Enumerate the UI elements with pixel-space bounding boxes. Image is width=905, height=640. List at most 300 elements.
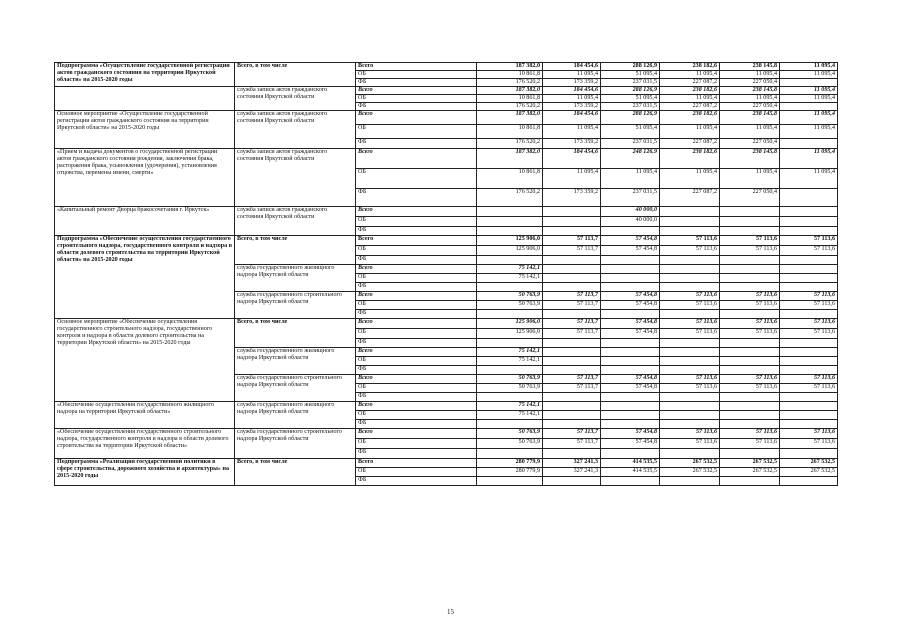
table-cell: 187 382,0 xyxy=(477,111,543,125)
table-cell xyxy=(780,283,838,292)
table-cell: 11 095,4 xyxy=(720,169,780,189)
table-cell: 187 382,0 xyxy=(477,63,543,71)
table-cell xyxy=(601,274,660,283)
table-cell: 57 113,6 xyxy=(720,246,780,256)
table-cell: 238 182,6 xyxy=(660,87,720,95)
table-cell xyxy=(780,103,838,111)
table-cell: 57 113,6 xyxy=(780,319,838,329)
table-row xyxy=(55,207,838,217)
table-cell xyxy=(660,207,720,217)
table-cell: 57 113,6 xyxy=(720,439,780,449)
table-cell: Всего, в том числе xyxy=(235,236,356,265)
table-cell: 75 142,1 xyxy=(477,265,543,274)
table-cell xyxy=(543,227,601,236)
table-cell xyxy=(477,477,543,486)
table-cell: 11 095,4 xyxy=(543,169,601,189)
table-cell: Всего xyxy=(356,292,477,301)
table-cell xyxy=(660,366,720,375)
table-cell xyxy=(477,283,543,292)
table-cell: 280 779,9 xyxy=(477,459,543,468)
table-cell xyxy=(543,339,601,348)
table-cell: «Обеспечение осуществления государственного жилищного надзора на территории Иркутской области» xyxy=(55,402,235,429)
table-cell xyxy=(660,420,720,429)
table-cell xyxy=(601,265,660,274)
table-cell: 11 095,4 xyxy=(780,149,838,169)
table-cell: Всего xyxy=(356,348,477,357)
table-cell: ФБ xyxy=(356,256,477,265)
table-cell: 57 113,6 xyxy=(660,439,720,449)
table-cell: 40 000,0 xyxy=(601,207,660,217)
table-cell: Подпрограмма «Осуществление государственной регистрации актов гражданского состояния на территории Иркутской области» на 2015-2020 годы xyxy=(55,63,235,87)
table-cell: 11 095,4 xyxy=(780,125,838,139)
table-cell: Всего, в том числе xyxy=(235,63,356,87)
table-cell xyxy=(601,411,660,420)
table-cell: ОБ xyxy=(356,329,477,339)
table-cell: 57 454,8 xyxy=(601,301,660,310)
table-cell: 184 454,6 xyxy=(543,87,601,95)
table-cell: ОБ xyxy=(356,274,477,283)
table-cell: 57 454,8 xyxy=(601,439,660,449)
table-cell: 125 906,0 xyxy=(477,329,543,339)
table-cell: 57 454,8 xyxy=(601,429,660,439)
table-cell xyxy=(477,449,543,459)
table-cell: служба государственного жилищного надзора Иркутской области xyxy=(235,402,356,429)
table-cell: 227 087,2 xyxy=(660,79,720,87)
table-cell: ОБ xyxy=(356,217,477,227)
table-cell: Всего xyxy=(356,319,477,329)
table-cell xyxy=(543,402,601,411)
table-cell: 176 520,2 xyxy=(477,139,543,149)
table-cell xyxy=(780,477,838,486)
table-cell xyxy=(780,393,838,402)
table-cell: 75 142,1 xyxy=(477,411,543,420)
table-cell: 227 050,4 xyxy=(720,189,780,207)
table-cell xyxy=(720,310,780,319)
table-cell: 288 126,9 xyxy=(601,87,660,95)
table-cell: 237 031,5 xyxy=(601,103,660,111)
table-cell xyxy=(477,393,543,402)
table-cell: 57 113,6 xyxy=(660,384,720,393)
table-cell xyxy=(660,348,720,357)
table-cell xyxy=(660,357,720,366)
table-cell: 57 113,6 xyxy=(660,246,720,256)
table-cell: 57 113,6 xyxy=(780,236,838,246)
table-cell: 288 126,9 xyxy=(601,111,660,125)
table-cell: Всего xyxy=(356,63,477,71)
table-cell: 50 763,9 xyxy=(477,439,543,449)
table-cell: 57 113,6 xyxy=(780,292,838,301)
table-cell: 173 359,2 xyxy=(543,189,601,207)
table-cell: ОБ xyxy=(356,301,477,310)
table-cell: ФБ xyxy=(356,139,477,149)
table-cell xyxy=(720,283,780,292)
table-cell: 238 145,8 xyxy=(720,149,780,169)
table-cell: 176 520,2 xyxy=(477,79,543,87)
table-cell xyxy=(543,420,601,429)
table-cell xyxy=(601,310,660,319)
table-cell: Всего xyxy=(356,149,477,169)
table-cell xyxy=(780,357,838,366)
table-cell: ФБ xyxy=(356,393,477,402)
table-cell: Всего xyxy=(356,236,477,246)
table-cell xyxy=(780,217,838,227)
table-cell: ОБ xyxy=(356,125,477,139)
table-cell: 57 454,8 xyxy=(601,329,660,339)
table-cell xyxy=(601,256,660,265)
table-cell: Всего xyxy=(356,375,477,384)
table-cell: 50 763,9 xyxy=(477,375,543,384)
table-cell xyxy=(543,393,601,402)
table-cell xyxy=(601,339,660,348)
table-cell xyxy=(720,265,780,274)
table-cell xyxy=(543,310,601,319)
table-cell: 57 113,7 xyxy=(543,375,601,384)
table-cell: 11 095,4 xyxy=(543,71,601,79)
table-cell: Всего xyxy=(356,207,477,217)
table-cell: 237 031,5 xyxy=(601,139,660,149)
table-cell xyxy=(543,449,601,459)
table-cell xyxy=(543,217,601,227)
table-cell: 51 095,4 xyxy=(601,71,660,79)
table-cell: 50 763,9 xyxy=(477,429,543,439)
table-cell: 176 520,2 xyxy=(477,103,543,111)
table-cell xyxy=(477,420,543,429)
table-cell: 51 095,4 xyxy=(601,125,660,139)
table-cell: 414 535,5 xyxy=(601,459,660,468)
table-cell: 75 142,1 xyxy=(477,348,543,357)
table-cell xyxy=(720,357,780,366)
table-cell: 57 113,7 xyxy=(543,429,601,439)
table-cell xyxy=(780,79,838,87)
table-cell xyxy=(720,393,780,402)
table-cell: 125 906,0 xyxy=(477,236,543,246)
table-cell xyxy=(543,274,601,283)
table-cell: 11 095,4 xyxy=(780,71,838,79)
table-cell: 57 113,6 xyxy=(720,292,780,301)
table-cell: 173 359,2 xyxy=(543,79,601,87)
table-cell xyxy=(543,477,601,486)
table-cell: 238 182,6 xyxy=(660,63,720,71)
table-cell: служба государственного строительного надзора Иркутской области xyxy=(235,375,356,402)
table-cell: ФБ xyxy=(356,227,477,236)
table-row xyxy=(55,402,838,411)
table-cell: «Прием и выдача документов о государственной регистрации актов гражданского состояния рождения, заключения брака, расторжения брака, усыновления (удочерения), установления отцовства, перемены имени, смерти» xyxy=(55,149,235,207)
table-cell: служба государственного жилищного надзора Иркутской области xyxy=(235,348,356,375)
table-cell: 267 532,5 xyxy=(780,459,838,468)
table-cell: 57 113,6 xyxy=(660,301,720,310)
table-cell xyxy=(601,366,660,375)
table-cell: ФБ xyxy=(356,420,477,429)
table-cell: Всего, в том числе xyxy=(235,459,356,486)
table-cell: 227 087,2 xyxy=(660,103,720,111)
page-number: 15 xyxy=(447,608,454,616)
table-cell: 10 861,8 xyxy=(477,125,543,139)
table-cell: 267 532,5 xyxy=(720,459,780,468)
table-row xyxy=(55,236,838,246)
table-cell: 51 095,4 xyxy=(601,95,660,103)
table-cell xyxy=(477,310,543,319)
table-cell xyxy=(543,366,601,375)
table-cell: 288 126,9 xyxy=(601,63,660,71)
table-cell xyxy=(780,274,838,283)
table-cell xyxy=(660,402,720,411)
table-cell xyxy=(720,227,780,236)
table-cell: 75 142,1 xyxy=(477,402,543,411)
table-cell xyxy=(660,339,720,348)
table-cell: служба государственного строительного надзора Иркутской области xyxy=(235,429,356,459)
table-cell: Всего xyxy=(356,429,477,439)
table-row xyxy=(55,319,838,329)
table-cell: 57 113,7 xyxy=(543,439,601,449)
table-cell: 50 763,9 xyxy=(477,301,543,310)
table-cell: 227 087,2 xyxy=(660,139,720,149)
table-cell xyxy=(720,256,780,265)
table-cell xyxy=(601,477,660,486)
table-cell: 10 861,8 xyxy=(477,95,543,103)
table-cell xyxy=(720,339,780,348)
table-cell: ОБ xyxy=(356,71,477,79)
table-cell xyxy=(543,348,601,357)
table-cell: 75 142,1 xyxy=(477,274,543,283)
table-cell: 57 113,7 xyxy=(543,329,601,339)
table-cell xyxy=(601,348,660,357)
table-cell: 184 454,6 xyxy=(543,149,601,169)
table-cell: Подпрограмма «Реализация государственной политики в сфере строительства, дорожного хозяйства и архитектуры» на 2015-2020 годы xyxy=(55,459,235,486)
table-cell xyxy=(543,411,601,420)
table-cell: 57 113,6 xyxy=(780,246,838,256)
table-cell xyxy=(543,265,601,274)
table-cell xyxy=(780,348,838,357)
table-cell: 57 113,6 xyxy=(660,236,720,246)
table-cell: Основное мероприятие «Обеспечение осуществления государственного строительного надзора, государственного контроля и надзора в области долевого строительства на территории Иркутской области» на 2015-2020 годы xyxy=(55,319,235,402)
table-cell xyxy=(601,420,660,429)
table-cell: 237 031,5 xyxy=(601,79,660,87)
table-cell xyxy=(477,217,543,227)
table-cell: 238 145,8 xyxy=(720,87,780,95)
table-cell: ФБ xyxy=(356,103,477,111)
table-cell: ФБ xyxy=(356,477,477,486)
table-cell: служба государственного строительного надзора Иркутской области xyxy=(235,292,356,319)
table-cell: ОБ xyxy=(356,384,477,393)
table-cell: 57 113,6 xyxy=(660,329,720,339)
table-cell: 238 145,8 xyxy=(720,111,780,125)
table-cell xyxy=(477,227,543,236)
table-cell xyxy=(601,449,660,459)
table-cell xyxy=(660,256,720,265)
table-cell: 11 095,4 xyxy=(780,111,838,125)
table-cell: ОБ xyxy=(356,439,477,449)
table-cell: 57 113,6 xyxy=(780,384,838,393)
table-cell: 11 095,4 xyxy=(780,95,838,103)
table-cell: Всего xyxy=(356,87,477,95)
table-cell: 237 031,5 xyxy=(601,189,660,207)
table-cell xyxy=(601,227,660,236)
table-cell xyxy=(780,139,838,149)
table-cell xyxy=(720,348,780,357)
table-cell: 57 113,6 xyxy=(720,429,780,439)
table-cell: 40 000,0 xyxy=(601,217,660,227)
table-cell: 327 241,3 xyxy=(543,468,601,477)
table-cell: «Капитальный ремонт Дворца бракосочетания г. Иркутск» xyxy=(55,207,235,236)
table-cell: 57 113,6 xyxy=(660,319,720,329)
table-cell xyxy=(780,402,838,411)
table-cell xyxy=(55,87,235,111)
table-cell: 57 454,8 xyxy=(601,375,660,384)
table-row xyxy=(55,111,838,125)
table-row xyxy=(55,149,838,169)
table-cell: 57 113,6 xyxy=(660,429,720,439)
table-cell: 10 861,8 xyxy=(477,169,543,189)
table-cell xyxy=(543,256,601,265)
table-cell: служба записи актов гражданского состояния Иркутской области xyxy=(235,207,356,236)
table-cell xyxy=(720,477,780,486)
table-cell: 238 182,6 xyxy=(660,111,720,125)
table-cell: 173 359,2 xyxy=(543,139,601,149)
table-cell: 11 095,4 xyxy=(780,87,838,95)
table-cell: ФБ xyxy=(356,449,477,459)
table-cell: 50 763,9 xyxy=(477,292,543,301)
table-cell: 57 113,7 xyxy=(543,319,601,329)
table-cell: 227 050,4 xyxy=(720,103,780,111)
table-cell: 57 454,8 xyxy=(601,319,660,329)
table-cell: 414 535,5 xyxy=(601,468,660,477)
table-cell xyxy=(720,366,780,375)
table-cell xyxy=(601,283,660,292)
table-cell xyxy=(720,274,780,283)
table-cell: 57 113,6 xyxy=(780,329,838,339)
table-cell: ФБ xyxy=(356,283,477,292)
table-cell: 11 095,4 xyxy=(601,169,660,189)
table-cell: 50 763,9 xyxy=(477,384,543,393)
table-cell xyxy=(660,283,720,292)
table-cell: 238 182,6 xyxy=(660,149,720,169)
table-cell xyxy=(660,227,720,236)
table-cell: 57 113,7 xyxy=(543,301,601,310)
table-cell: ФБ xyxy=(356,366,477,375)
table-cell: 248 126,9 xyxy=(601,149,660,169)
table-cell: 57 113,6 xyxy=(780,439,838,449)
table-cell xyxy=(780,227,838,236)
table-cell: 327 241,3 xyxy=(543,459,601,468)
table-cell: служба государственного жилищного надзора Иркутской области xyxy=(235,265,356,292)
table-cell: 187 382,0 xyxy=(477,149,543,169)
table-cell: ОБ xyxy=(356,246,477,256)
table-cell: Всего xyxy=(356,111,477,125)
table-cell xyxy=(720,217,780,227)
table-cell: ОБ xyxy=(356,95,477,103)
table-cell: 11 095,4 xyxy=(660,95,720,103)
table-cell: 57 113,6 xyxy=(720,236,780,246)
table-cell: 11 095,4 xyxy=(660,125,720,139)
table-cell: 57 113,6 xyxy=(780,301,838,310)
table-cell: 267 532,5 xyxy=(720,468,780,477)
table-cell: 125 906,0 xyxy=(477,319,543,329)
table-cell: Всего xyxy=(356,265,477,274)
table-cell xyxy=(780,366,838,375)
table-cell: 57 113,6 xyxy=(780,375,838,384)
table-cell: 57 113,6 xyxy=(720,375,780,384)
table-cell: 57 113,7 xyxy=(543,292,601,301)
table-cell: ФБ xyxy=(356,189,477,207)
table-cell: 57 113,6 xyxy=(720,329,780,339)
table-cell xyxy=(543,207,601,217)
table-cell: 57 113,6 xyxy=(720,384,780,393)
table-row xyxy=(55,429,838,439)
table-cell: 11 095,4 xyxy=(543,95,601,103)
table-cell xyxy=(720,411,780,420)
table-cell xyxy=(780,310,838,319)
table-cell: 10 861,8 xyxy=(477,71,543,79)
table-cell xyxy=(780,420,838,429)
table-cell xyxy=(780,449,838,459)
table-cell: 57 113,7 xyxy=(543,384,601,393)
table-cell: 57 113,7 xyxy=(543,236,601,246)
table-cell xyxy=(543,283,601,292)
table-cell xyxy=(780,256,838,265)
table-body xyxy=(55,63,838,486)
table-cell: 227 087,2 xyxy=(660,189,720,207)
table-cell xyxy=(660,393,720,402)
table-cell xyxy=(660,477,720,486)
table-cell: 11 095,4 xyxy=(780,169,838,189)
table-cell xyxy=(780,207,838,217)
table-cell xyxy=(477,366,543,375)
table-cell: 176 520,2 xyxy=(477,189,543,207)
table-cell xyxy=(720,402,780,411)
table-cell: Всего xyxy=(356,459,477,468)
table-cell: ФБ xyxy=(356,79,477,87)
table-cell: 57 113,6 xyxy=(720,301,780,310)
table-cell: 57 113,6 xyxy=(720,319,780,329)
table-cell: 187 382,0 xyxy=(477,87,543,95)
table-cell: 57 454,8 xyxy=(601,292,660,301)
table-cell: служба записи актов гражданского состояния Иркутской области xyxy=(235,87,356,111)
table-row xyxy=(55,459,838,468)
budget-table xyxy=(54,62,838,486)
table-cell: 11 095,4 xyxy=(720,95,780,103)
table-cell xyxy=(477,207,543,217)
table-cell: ОБ xyxy=(356,357,477,366)
table-cell xyxy=(660,411,720,420)
table-cell xyxy=(780,189,838,207)
table-cell xyxy=(660,449,720,459)
table-cell: 227 050,4 xyxy=(720,139,780,149)
table-cell: ОБ xyxy=(356,411,477,420)
table-cell: 125 906,0 xyxy=(477,246,543,256)
table-cell: 267 532,5 xyxy=(660,459,720,468)
table-cell xyxy=(477,339,543,348)
table-cell: Основное мероприятие «Осуществление государственной регистрации актов гражданского состояния на территории Иркутской области» на 2015-2020 годы xyxy=(55,111,235,149)
table-cell: 57 113,6 xyxy=(660,375,720,384)
table-cell xyxy=(477,256,543,265)
table-cell: 11 095,4 xyxy=(720,125,780,139)
table-cell xyxy=(543,357,601,366)
table-cell: 280 779,9 xyxy=(477,468,543,477)
table-cell: 75 142,1 xyxy=(477,357,543,366)
table-cell: Всего xyxy=(356,402,477,411)
table-cell: 227 050,4 xyxy=(720,79,780,87)
table-cell: 57 454,8 xyxy=(601,236,660,246)
table-cell: 11 095,4 xyxy=(660,169,720,189)
table-cell: ОБ xyxy=(356,468,477,477)
table-cell: 184 454,6 xyxy=(543,63,601,71)
table-cell xyxy=(601,402,660,411)
table-cell xyxy=(720,420,780,429)
table-cell xyxy=(780,265,838,274)
table-row xyxy=(55,63,838,71)
table-cell xyxy=(660,265,720,274)
table-cell: 267 532,5 xyxy=(660,468,720,477)
